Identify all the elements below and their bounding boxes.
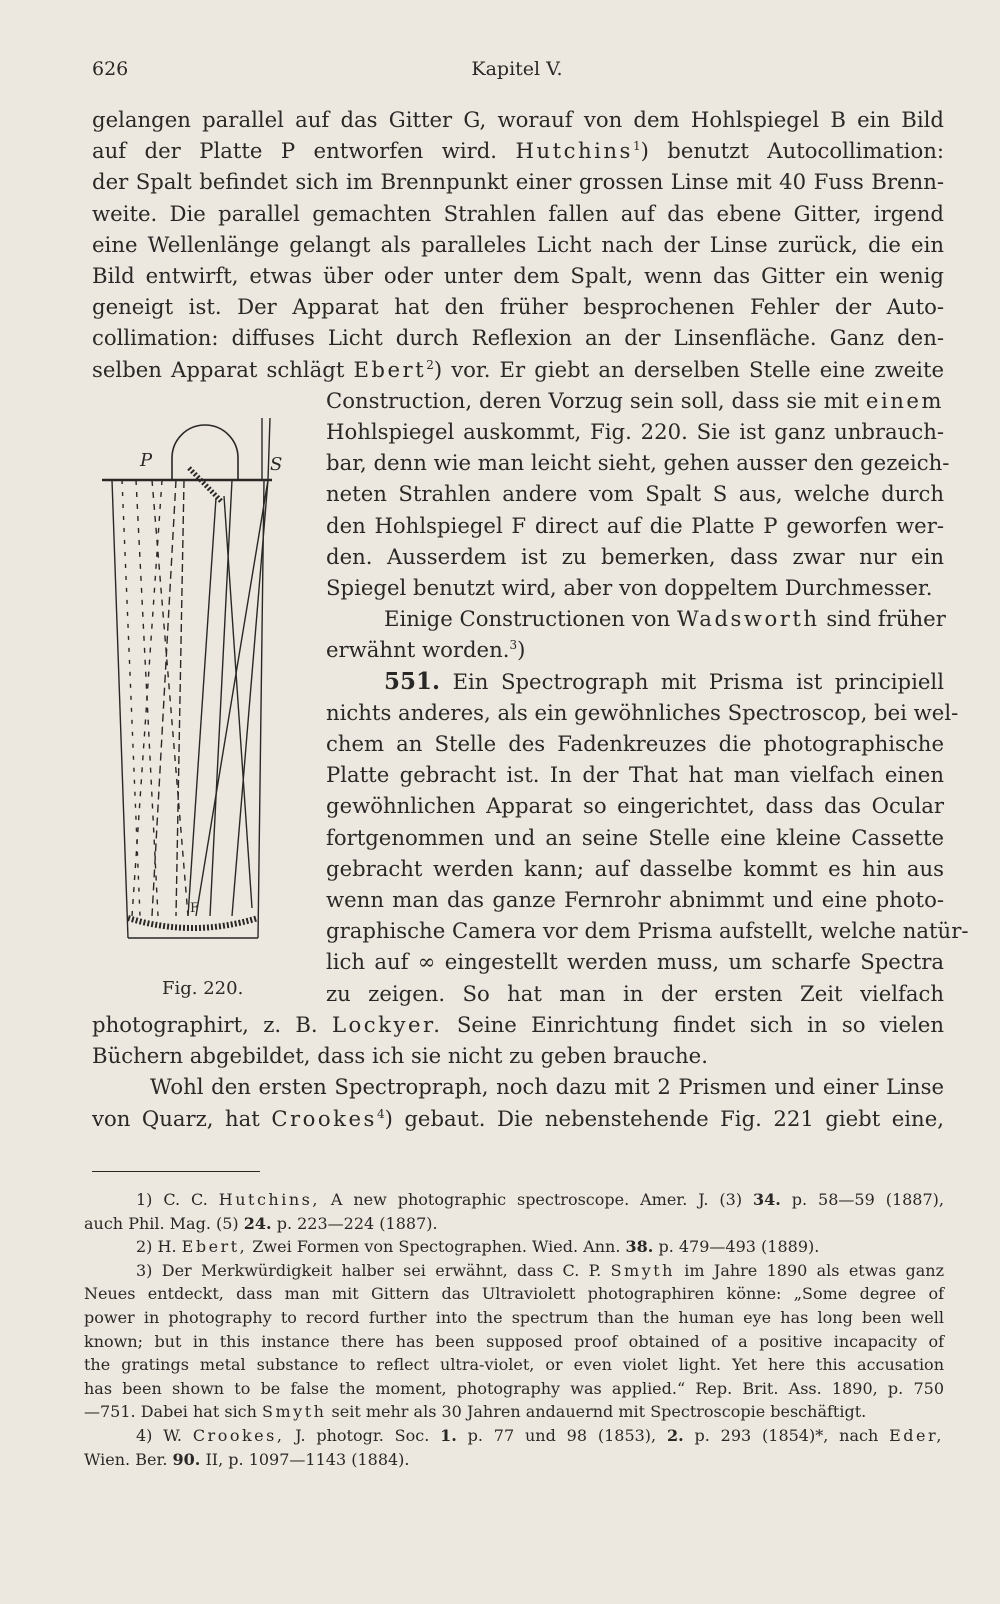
tube-left-wall (112, 480, 128, 938)
text-line: Einige Constructionen von Wadsworth sind früher (384, 606, 946, 632)
text-line: zu zeigen. So hat man in der ersten Zeit vielfach (326, 980, 944, 1006)
text-beside-figure (326, 385, 969, 1009)
figure-caption: Fig. 220. (162, 978, 244, 999)
running-header (92, 58, 942, 88)
section-start-line: 551. Ein Spectrograph mit Prisma ist principiell (384, 667, 944, 695)
footnote-rule (92, 1171, 260, 1172)
text-line: Platte gebracht ist. In der That hat man vielfach einen (326, 762, 944, 788)
text-line: Spiegel benutzt wird, aber von doppeltem Durchmesser. (326, 575, 933, 601)
footnote-2: 2) H. Ebert, Zwei Formen von Spectographen. Wied. Ann. 38. p. 479—493 (1889). (136, 1237, 820, 1257)
footnote-1: 1) C. C. Hutchins, A new photographic spectroscope. Amer. J. (3) 34. p. 58—59 (1887), auch Phil. Mag. (5) 24. p. 223—224 (1887). (84, 1190, 944, 1233)
text-line: collimation: diffuses Licht durch Reflexion an der Linsenfläche. Ganz den- (92, 325, 944, 351)
label-p: P (140, 450, 153, 471)
text-line: neten Strahlen andere vom Spalt S aus, welche durch (326, 481, 944, 507)
footnote-3: 3) Der Merkwürdigkeit halber sei erwähnt, dass C. P. Smyth im Jahre 1890 als etwas ganz Neues entdeckt, dass man mit Gittern das Ultraviolett photographiren könne: „Some degree of power in photography to record further into the spectrum than the human eye has long been well known; but in this instance there has been supposed proof obtained of a positive incapacity of the gratings metal substance to reflect ultra-violet, or even violet light. Yet here this accusation has been shown to be false the moment, photography was applied.“ Rep. Brit. Ass. 1890, p. 750 —751. Dabei hat sich Smyth seit mehr als 30 Jahren andauernd mit Spectroscopie beschäftigt. (84, 1260, 944, 1422)
label-s: S (270, 454, 282, 475)
label-f: F (190, 901, 200, 916)
text-line: erwähnt worden.$^3$) (326, 637, 526, 663)
page-number: 626 (92, 58, 129, 80)
text-line: nichts anderes, als ein gewöhnliches Spectroscop, bei wel- (326, 699, 959, 725)
text-line: der Spalt befindet sich im Brennpunkt einer grossen Linse mit 40 Fuss Brenn- (92, 169, 944, 195)
ray (188, 498, 216, 916)
ray (196, 480, 268, 916)
mirror (128, 918, 258, 928)
text-line: Hohlspiegel auskommt, Fig. 220. Sie ist ganz unbrauch- (326, 419, 944, 445)
text-line: wenn man das ganze Fernrohr abnimmt und eine photo- (326, 887, 944, 913)
text-line: von Quarz, hat Crookes$^4$) gebaut. Die nebenstehende Fig. 221 giebt eine, (92, 1105, 944, 1131)
text-line: graphische Camera vor dem Prisma aufstellt, welche natür- (326, 918, 969, 944)
text-line: den Hohlspiegel F direct auf die Platte P geworfen wer- (326, 512, 944, 538)
figure-220 (92, 418, 282, 1008)
text-line: gewöhnlichen Apparat so eingerichtet, dass das Ocular (326, 793, 944, 819)
text-line: gebracht werden kann; auf dasselbe kommt es hin aus (326, 855, 944, 881)
ray (152, 480, 176, 916)
text-line: lich auf ∞ eingestellt werden muss, um scharfe Spectra (326, 949, 944, 975)
chapter-title: Kapitel V. (471, 58, 563, 80)
text-line: selben Apparat schlägt Ebert$^2$) vor. Er giebt an derselben Stelle eine zweite (92, 356, 944, 382)
tube-right-wall (258, 480, 264, 938)
ray (176, 480, 184, 916)
text-line: Bild entwirft, etwas über oder unter dem Spalt, wenn das Gitter ein wenig (92, 263, 944, 289)
footnote-4: 4) W. Crookes, J. photogr. Soc. 1. p. 77 und 98 (1853), 2. p. 293 (1854)*, nach Eder, Wien. Ber. 90. II, p. 1097—1143 (1884). (84, 1425, 944, 1469)
text-line: photographirt, z. B. Lockyer. Seine Einrichtung findet sich in so vielen (92, 1011, 944, 1037)
text-line: den. Ausserdem ist zu bemerken, dass zwar nur ein (326, 543, 944, 569)
footnotes (84, 1188, 944, 1471)
text-line: chem an Stelle des Fadenkreuzes die photographische (326, 731, 944, 757)
grating (189, 468, 222, 502)
text-line: fortgenommen und an seine Stelle eine kleine Cassette (326, 824, 944, 850)
text-line: bar, denn wie man leicht sieht, gehen ausser den gezeich- (326, 450, 950, 476)
dome (172, 425, 238, 480)
text-line: Wohl den ersten Spectropraph, noch dazu mit 2 Prismen und einer Linse (150, 1074, 944, 1100)
text-line: geneigt ist. Der Apparat hat den früher besprochenen Fehler der Auto- (92, 294, 944, 320)
text-line: auf der Platte P entworfen wird. Hutchins$^1$) benutzt Autocollimation: (92, 138, 944, 164)
text-line: gelangen parallel auf das Gitter G, worauf von dem Hohlspiegel B ein Bild (92, 107, 944, 132)
spectrograph-diagram (92, 418, 282, 978)
text-line: Construction, deren Vorzug sein soll, dass sie mit einem (326, 387, 944, 413)
section-number: 551. (384, 667, 441, 695)
text-line: Büchern abgebildet, dass ich sie nicht zu geben brauche. (92, 1043, 708, 1069)
text-line: eine Wellenlänge gelangt als paralleles Licht nach der Linse zurück, die ein (92, 231, 944, 257)
text-line: weite. Die parallel gemachten Strahlen fallen auf das ebene Gitter, irgend (92, 200, 944, 226)
